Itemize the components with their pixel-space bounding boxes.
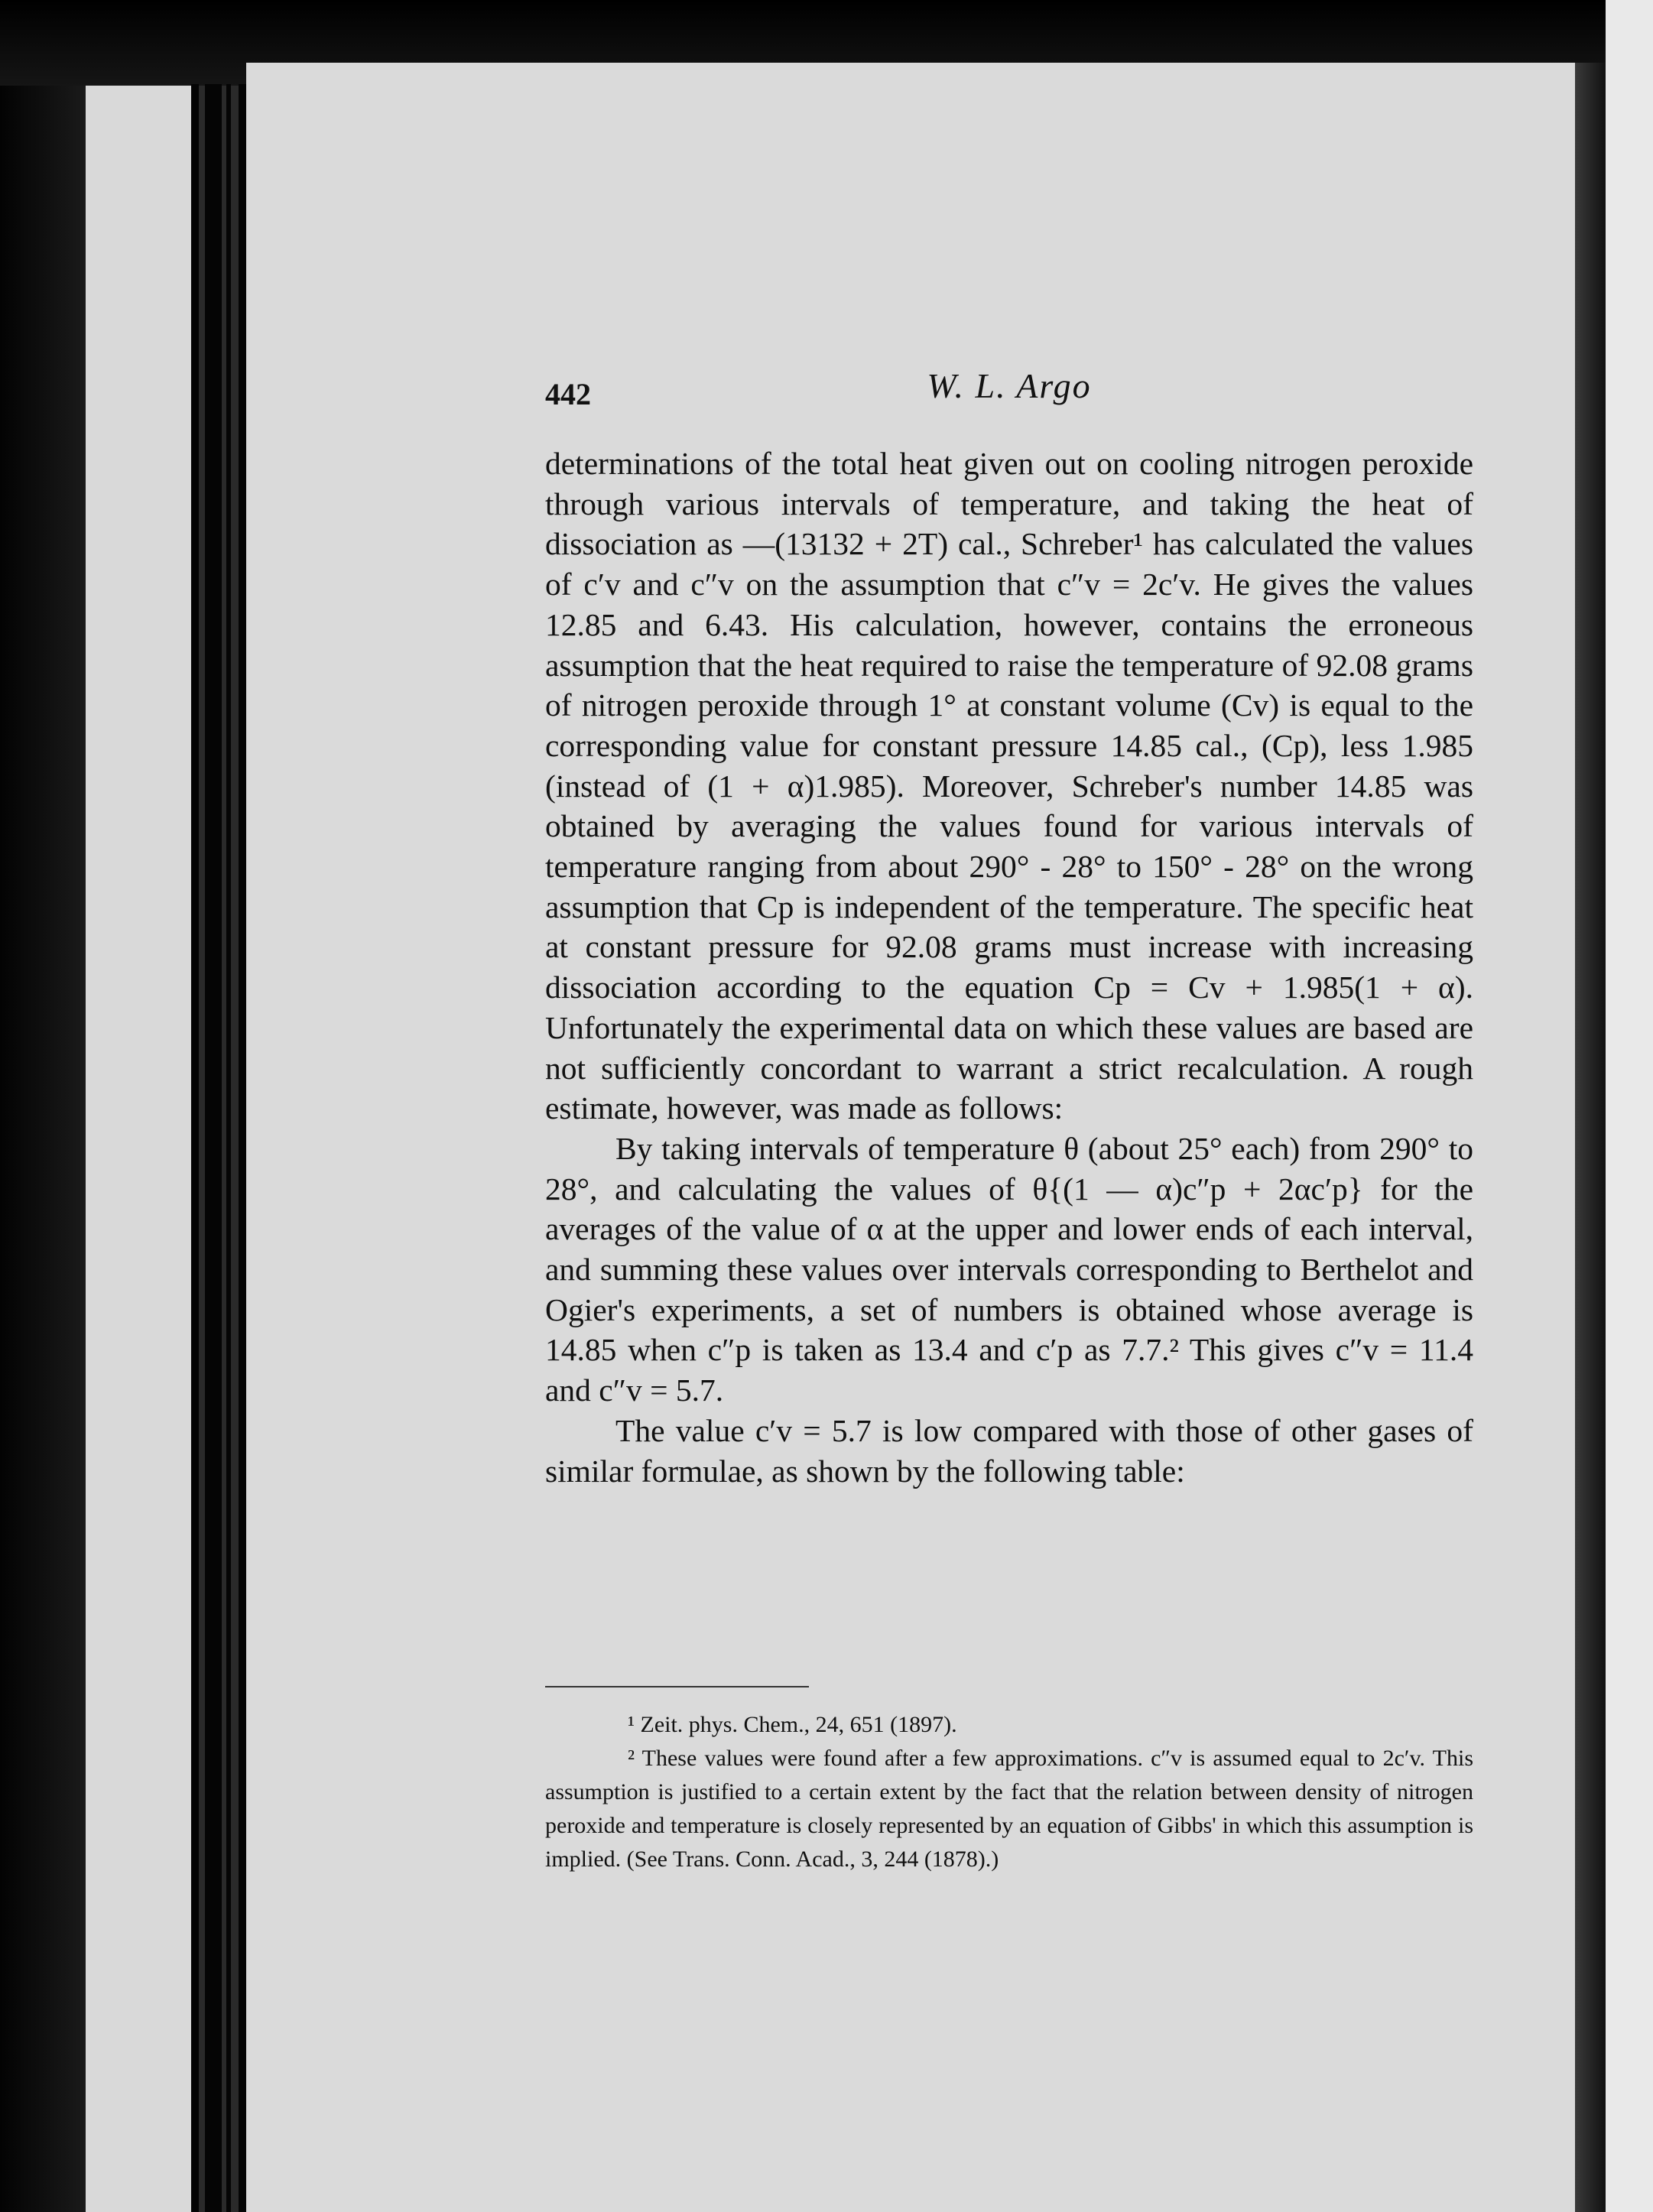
- running-head: [545, 365, 1473, 411]
- paragraph: By taking intervals of temperature θ (about 25° each) from 290° to 28°, and calculating the values of θ{(1 — α)c″p + 2αc′p} for the averages of the value of α at the upper and lower ends of each interval, and summing these values over intervals corresponding to Berthelot and Ogier's experiments, a set of numbers is obtained whose average is 14.85 when c″p is taken as 13.4 and c′p as 7.7.² This gives c″v = 11.4 and c″v = 5.7.: [545, 1130, 1473, 1408]
- footnote-rule: [545, 1686, 809, 1687]
- footnote: ² These values were found after a few approximations. c″v is assumed equal to 2c′v. This assumption is justified to a certain extent by the fact that the relation between density of nitrogen peroxide and temperature is closely represented by an equation of Gibbs' in which this assumption is implied. (See Trans. Conn. Acad., 3, 244 (1878).): [545, 1746, 1473, 1872]
- page-right-edge: [1575, 63, 1606, 2212]
- spine-line: [239, 84, 246, 2212]
- facing-page-edge: [86, 86, 193, 2212]
- scan-border-left: [0, 0, 86, 2212]
- body-text: [545, 443, 1473, 1491]
- spine-line: [226, 84, 231, 2212]
- paragraph: determinations of the total heat given out on cooling nitrogen peroxide through various intervals of temperature, and taking the heat of dissociation as —(13132 + 2T) cal., Schreber¹ has calculated the values of c′v and c″v on the assumption that c″v = 2c′v. He gives the values 12.85 and 6.43. His calculation, however, contains the erroneous assumption that the heat required to raise the temperature of 92.08 grams of nitrogen peroxide through 1° at constant volume (Cv) is equal to the corresponding value for constant pressure 14.85 cal., (Cp), less 1.985 (instead of (1 + α)1.985). Moreover, Schreber's number 14.85 was obtained by averaging the values found for various intervals of temperature ranging from about 290° - 28° to 150° - 28° on the wrong assumption that Cp is independent of the temperature. The specific heat at constant pressure for 92.08 grams must increase with increasing dissociation according to the equation Cp = Cv + 1.985(1 + α). Unfortunately the experimental data on which these values are based are not sufficiently concordant to warrant a strict recalculation. A rough estimate, however, was made as follows:: [545, 446, 1473, 1126]
- footnotes: [545, 1708, 1473, 1876]
- running-head-author: W. L. Argo: [927, 366, 1092, 405]
- footnote: ¹ Zeit. phys. Chem., 24, 651 (1897).: [628, 1712, 957, 1737]
- page-number: 442: [545, 377, 591, 411]
- paragraph: The value c′v = 5.7 is low compared with those of other gases of similar formulae, as shown by the following table:: [545, 1412, 1473, 1489]
- spine-line: [205, 84, 222, 2212]
- spine-line: [191, 84, 199, 2212]
- scan-border-right: [1606, 0, 1653, 2212]
